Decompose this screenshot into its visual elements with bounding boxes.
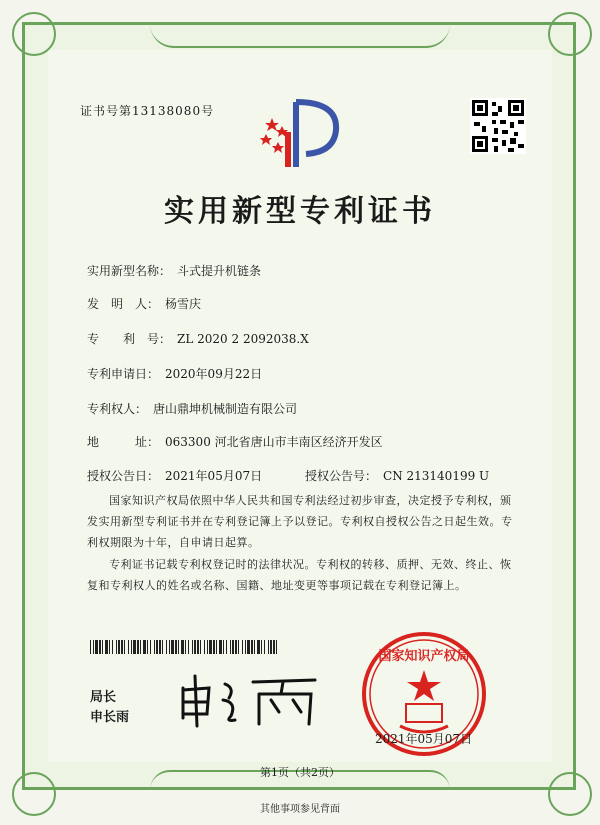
grant-announcement-number-label: 授权公告号： [305, 469, 378, 483]
corner-ornament [12, 12, 56, 56]
patent-number: ZL 2020 2 2092038.X [177, 332, 309, 346]
seal-text: 国家知识产权局 [378, 649, 470, 664]
barcode-bar [235, 640, 237, 654]
barcode-bar [207, 640, 208, 654]
grant-announcement-date: 2021年05月07日 [165, 469, 263, 483]
barcode-bar [226, 640, 227, 654]
grant-paragraph: 国家知识产权局依照中华人民共和国专利法经过初步审查，决定授予专利权，颁发实用新型专利证书并在专利登记簿上予以登记。专利权自授权公告之日起生效。专利权期限为十年，自申请日起算。 [87, 494, 513, 549]
barcode-bar [230, 640, 231, 654]
barcode-bar [251, 640, 253, 654]
barcode-bar [156, 640, 158, 654]
barcode-bar [185, 640, 186, 654]
application-date-row [87, 365, 262, 382]
barcode-bar [109, 640, 110, 654]
patentee-label: 专利权人： [87, 402, 148, 416]
utility-model-name: 斗式提升机链条 [177, 264, 262, 278]
barcode-bar [162, 640, 163, 654]
barcode-bar [95, 640, 98, 654]
barcode-bar [257, 640, 260, 654]
barcode-bar [192, 640, 193, 654]
patentee-row [87, 400, 297, 417]
barcode-bar [223, 640, 224, 654]
application-date: 2020年09月22日 [165, 367, 263, 381]
top-ornament [150, 24, 450, 48]
barcode-bar [175, 640, 177, 654]
barcode-bar [105, 640, 108, 654]
handwritten-signature-icon [175, 668, 325, 728]
barcode-bar [147, 640, 148, 654]
barcode-bar [204, 640, 205, 654]
barcode-bar [213, 640, 215, 654]
barcode-bar [264, 640, 265, 654]
barcode-bar [131, 640, 132, 654]
certificate-number: 证书号第13138080号 [80, 104, 215, 118]
cnipa-logo-icon [258, 92, 348, 172]
barcode-bar [93, 640, 94, 654]
barcode-bar [169, 640, 170, 654]
patent-number-row [87, 330, 309, 347]
patentee: 唐山鼎坤机械制造有限公司 [153, 402, 298, 416]
barcode-bar [188, 640, 189, 654]
barcode-bar [166, 640, 167, 654]
barcode-bar [112, 640, 113, 654]
barcode-icon [90, 640, 280, 654]
barcode-bar [121, 640, 123, 654]
inventor: 杨雪庆 [165, 297, 202, 311]
barcode-bar [242, 640, 243, 654]
barcode-bar [194, 640, 196, 654]
patent-number-label: 专 利 号： [87, 332, 172, 346]
corner-ornament [548, 12, 592, 56]
grant-announcement-date-row [87, 467, 262, 484]
barcode-bar [216, 640, 217, 654]
barcode-bar [143, 640, 146, 654]
address: 063300 河北省唐山市丰南区经济开发区 [165, 435, 383, 449]
address-label: 地 址： [87, 435, 160, 449]
barcode-bar [200, 640, 201, 654]
utility-model-name-label: 实用新型名称： [87, 264, 172, 278]
barcode-bar [154, 640, 155, 654]
barcode-bar [276, 640, 277, 654]
signature-title: 局长 [90, 690, 117, 705]
barcode-bar [102, 640, 103, 654]
application-date-label: 专利申请日： [87, 367, 160, 381]
barcode-bar [245, 640, 246, 654]
barcode-bar [128, 640, 129, 654]
inventor-label: 发 明 人： [87, 297, 160, 311]
barcode-bar [99, 640, 101, 654]
barcode-bar [159, 640, 161, 654]
seal-date: 2021年05月07日 [375, 732, 473, 746]
barcode-bar [118, 640, 120, 654]
signatory-name: 申长雨 [90, 710, 130, 725]
barcode-bar [254, 640, 255, 654]
grant-announcement-number-row [305, 467, 489, 484]
barcode-bar [178, 640, 179, 654]
barcode-bar [133, 640, 136, 654]
grant-announcement-date-label: 授权公告日： [87, 469, 160, 483]
barcode-bar [232, 640, 234, 654]
barcode-bar [140, 640, 141, 654]
inventor-row [87, 295, 201, 312]
page-indicator: 第1页（共2页） [260, 766, 340, 779]
barcode-bar [268, 640, 269, 654]
qr-code-icon [470, 98, 526, 154]
barcode-bar [150, 640, 151, 654]
barcode-bar [209, 640, 212, 654]
barcode-bar [247, 640, 250, 654]
legal-status-paragraph: 专利证书记载专利权登记时的法律状况。专利权的转移、质押、无效、终止、恢复和专利权人的姓名或名称、国籍、地址变更等事项记载在专利登记簿上。 [87, 558, 512, 592]
address-row [87, 433, 383, 450]
utility-model-name-row [87, 262, 261, 279]
barcode-bar [270, 640, 272, 654]
barcode-bar [261, 640, 262, 654]
barcode-bar [197, 640, 199, 654]
barcode-bar [273, 640, 275, 654]
barcode-bar [238, 640, 239, 654]
barcode-bar [219, 640, 222, 654]
barcode-bar [171, 640, 174, 654]
footer-note: 其他事项参见背面 [260, 804, 340, 815]
grant-announcement-number: CN 213140199 U [383, 469, 490, 483]
barcode-bar [90, 640, 91, 654]
certificate-title: 实用新型专利证书 [164, 194, 436, 229]
barcode-bar [124, 640, 125, 654]
barcode-bar [116, 640, 117, 654]
barcode-bar [137, 640, 139, 654]
barcode-bar [181, 640, 184, 654]
